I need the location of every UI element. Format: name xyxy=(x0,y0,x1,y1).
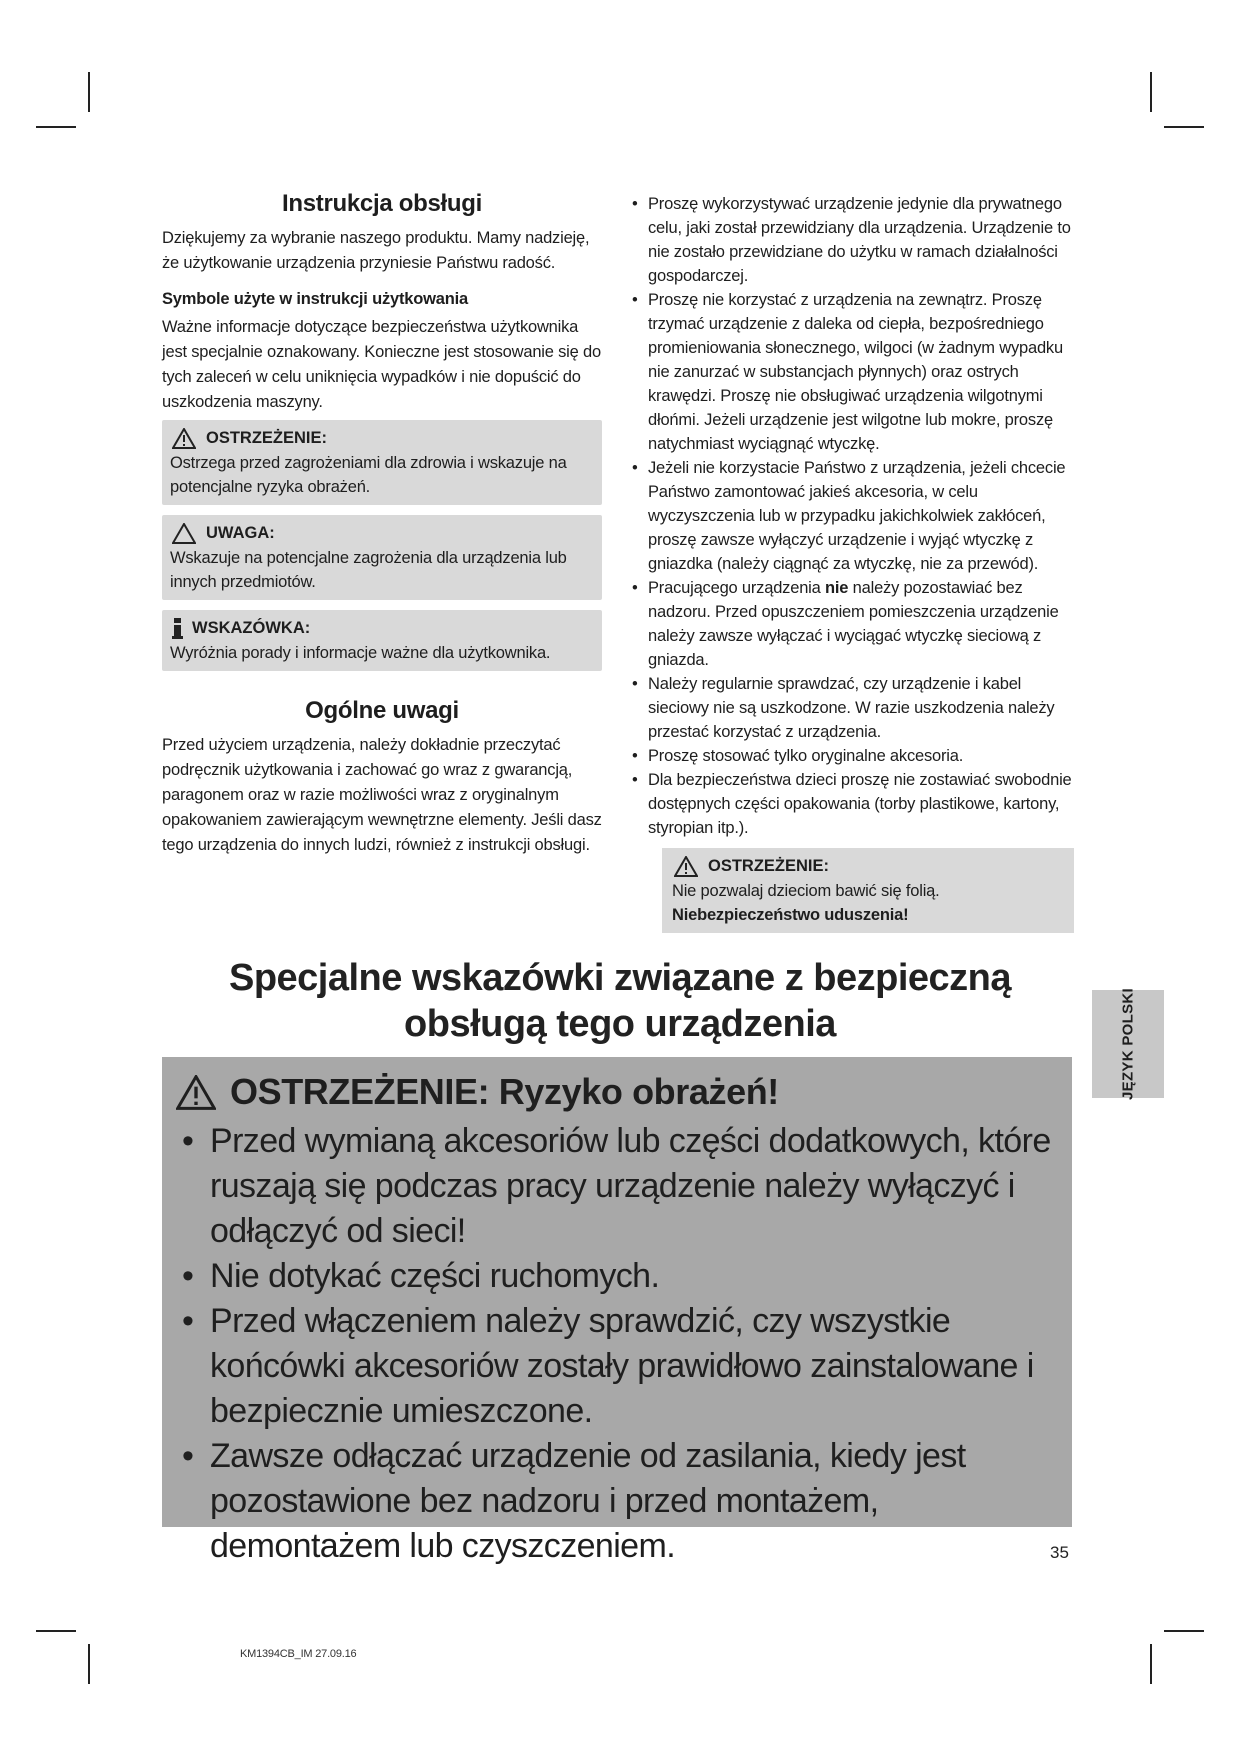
crop-mark xyxy=(1150,1644,1152,1684)
warning-note-head: OSTRZEŻENIE: xyxy=(206,429,328,447)
suffocation-warning-text: Nie pozwalaj dzieciom bawić się folią. Niebezpieczeństwo uduszenia! xyxy=(672,882,940,924)
injury-warning-list xyxy=(176,1119,1058,1569)
general-title: Ogólne uwagi xyxy=(305,697,459,724)
list-item: • Proszę nie korzystać z urządzenia na zewnątrz. Proszę trzymać urządzenie z daleka od ciepła, bezpośredniego promieniowania słonecznego, wilgoci (w żadnym wypadku nie zanurzać w substancjach płynnych) oraz ostrych krawędzi. Proszę nie obsługiwać urządzenia wilgotnymi dłońmi. Jeżeli urządzenie jest wilgotne lub mokre, proszę natychmiast wyciągnąć wtyczkę. xyxy=(632,291,1063,453)
list-item: • Zawsze odłączać urządzenie od zasilania, kiedy jest pozostawione bez nadzoru i przed montażem, demontażem lub czyszczeniem. xyxy=(182,1437,966,1565)
warning-triangle-icon xyxy=(176,1075,216,1110)
caution-note-text: Wskazuje na potencjalne zagrożenia dla urządzenia lub innych przedmiotów. xyxy=(170,549,567,591)
list-item: • Przed wymianą akcesoriów lub części dodatkowych, które ruszają się podczas pracy urządzenie należy wyłączyć i odłączyć od sieci! xyxy=(182,1122,1051,1250)
list-item: • Należy regularnie sprawdzać, czy urządzenie i kabel sieciowy nie są uszkodzone. W razie uszkodzenia należy przestać korzystać z urządzenia. xyxy=(632,675,1055,741)
warning-triangle-icon xyxy=(172,428,196,449)
safety-title: Specjalne wskazówki związane z bezpieczną obsługą tego urządzenia xyxy=(228,957,1012,1045)
hint-note xyxy=(162,610,602,671)
intro-text: Dziękujemy za wybranie naszego produktu. Mamy nadzieję, że użytkowanie urządzenia przyniesie Państwu radość. xyxy=(162,229,590,272)
symbols-heading: Symbole użyte w instrukcji użytkowania xyxy=(162,290,468,308)
warning-note-text: Ostrzega przed zagrożeniami dla zdrowia i wskazuje na potencjalne ryzyka obrażeń. xyxy=(170,454,567,496)
injury-warning-head: OSTRZEŻENIE: Ryzyko obrażeń! xyxy=(230,1071,779,1112)
hint-note-text: Wyróżnia porady i informacje ważne dla użytkownika. xyxy=(170,644,551,662)
manual-title: Instrukcja obsługi xyxy=(282,190,482,217)
list-item: • Pracującego urządzenia nie należy pozostawiać bez nadzoru. Przed opuszczeniem pomieszczenia urządzenie należy zawsze wyłączać i wyciągać wtyczkę sieciową z gniazda. xyxy=(632,579,1059,669)
language-tab-label: JĘZYK POLSKI xyxy=(1119,988,1137,1100)
right-column xyxy=(632,192,1072,933)
list-item: • Nie dotykać części ruchomych. xyxy=(182,1257,660,1295)
list-item: • Proszę wykorzystywać urządzenie jedynie dla prywatnego celu, jaki został przewidziany dla urządzenia. Urządzenie to nie zostało przewidziane do użytku w ramach działalności gospodarczej. xyxy=(632,195,1071,285)
footer-code: KM1394CB_IM 27.09.16 xyxy=(240,1648,357,1660)
crop-mark xyxy=(1164,1630,1204,1632)
info-icon xyxy=(172,618,184,639)
page-number: 35 xyxy=(1050,1543,1069,1562)
caution-note xyxy=(162,515,602,600)
symbols-text: Ważne informacje dotyczące bezpieczeństwa użytkownika jest specjalnie oznakowany. Konieczne jest stosowanie się do tych zaleceń w celu uniknięcia wypadków i nie dopuścić do uszkodzenia maszyny. xyxy=(162,318,601,411)
crop-mark xyxy=(1164,126,1204,128)
crop-mark xyxy=(1150,72,1152,112)
warning-triangle-icon xyxy=(674,856,698,877)
safety-bullets xyxy=(632,192,1072,840)
left-column xyxy=(162,190,602,858)
caution-triangle-icon xyxy=(172,523,196,544)
crop-mark xyxy=(36,1630,76,1632)
list-item: • Dla bezpieczeństwa dzieci proszę nie zostawiać swobodnie dostępnych części opakowania (torby plastikowe, kartony, styropian itp.). xyxy=(632,771,1072,837)
list-item: • Proszę stosować tylko oryginalne akcesoria. xyxy=(632,747,964,765)
list-item: • Jeżeli nie korzystacie Państwo z urządzenia, jeżeli chcecie Państwo zamontować jakieś akcesoria, w celu wyczyszczenia lub w przypadku jakichkolwiek zakłóceń, proszę zawsze wyłączyć urządzenie i wyjąć wtyczkę z gniazdka (należy ciągnąć za wtyczkę, nie za przewód). xyxy=(632,459,1066,573)
hint-note-head: WSKAZÓWKA: xyxy=(192,619,311,637)
language-tab xyxy=(1092,990,1164,1098)
warning-note xyxy=(162,420,602,505)
list-item: • Przed włączeniem należy sprawdzić, czy wszystkie końcówki akcesoriów zostały prawidłowo zainstalowane i bezpiecznie umieszczone. xyxy=(182,1302,1034,1430)
crop-mark xyxy=(88,1644,90,1684)
caution-note-head: UWAGA: xyxy=(206,524,275,542)
suffocation-warning-box xyxy=(662,848,1074,933)
general-text: Przed użyciem urządzenia, należy dokładnie przeczytać podręcznik użytkowania i zachować go wraz z gwarancją, paragonem oraz w razie możliwości wraz z oryginalnym opakowaniem zawierającym wewnętrzne elementy. Jeśli dasz tego urządzenia do innych ludzi, również z instrukcji obsługi. xyxy=(162,736,602,854)
crop-mark xyxy=(88,72,90,112)
suffocation-warning-head: OSTRZEŻENIE: xyxy=(708,857,830,875)
crop-mark xyxy=(36,126,76,128)
